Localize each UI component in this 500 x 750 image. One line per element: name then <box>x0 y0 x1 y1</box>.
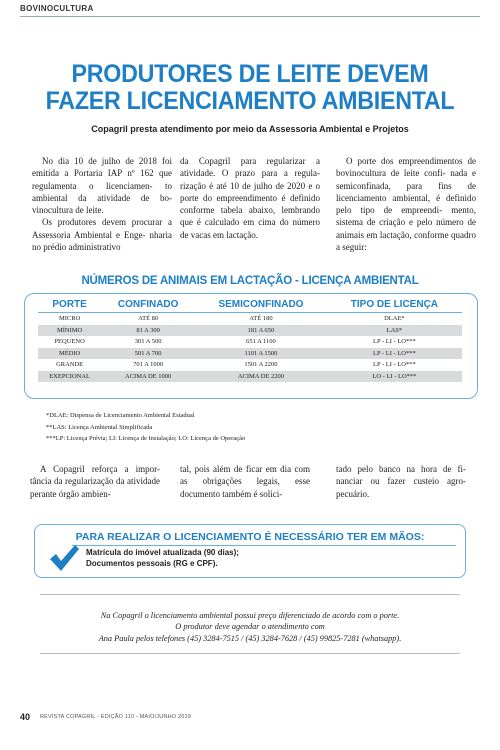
section-label: BOVINOCULTURA <box>20 4 94 13</box>
table-cell: LP - LI - LO*** <box>327 348 462 360</box>
text-line: tância da regularização da <box>30 476 125 487</box>
text-line: da Copagril para regularizar a <box>180 156 320 166</box>
column-header-tipo-licenca: TIPO DE LICENÇA <box>327 299 462 313</box>
column-header-confinado: CONFINADO <box>101 299 195 313</box>
table-cell: 181 A 650 <box>195 325 327 337</box>
text-line: rização é até 10 de julho de 2020 <box>180 180 306 191</box>
text-line: número de animais em lactação, <box>336 217 476 240</box>
table-cell: LP - LI - LO*** <box>373 338 416 346</box>
requirement-item: Documentos pessoais (RG e CPF). <box>86 559 218 568</box>
requirements-title: PARA REALIZAR O LICENCIAMENTO É NECESSÁRIO TER EM MÃOS: <box>75 531 425 543</box>
text-line: com as obrigações legais, esse <box>180 464 310 487</box>
section-divider <box>20 16 480 17</box>
text-line: atividade. O prazo para a regula- <box>180 168 320 179</box>
text-line: definido pelo tipo de empreendi- <box>336 192 476 216</box>
body-column-3 <box>336 463 466 500</box>
table-row <box>38 325 462 337</box>
license-table <box>38 299 462 382</box>
table-cell: LO - LI - LO*** <box>327 371 462 383</box>
text-line: definido conforme tabela abaixo, <box>180 192 321 216</box>
footer-line: Na Copagril o licenciamento ambiental possui preço diferenciado de acordo com o porte. <box>100 611 400 620</box>
text-line: A Copagril reforça a impor- <box>40 464 160 474</box>
footnote: ***LP: Licença Prévia; LI: Licença de Instalação; LO: Licença de Operação <box>46 435 246 442</box>
table-cell: 1501 A 2200 <box>244 361 278 369</box>
table-row <box>38 371 462 383</box>
intro-paragraph-3 <box>180 155 320 241</box>
intro-paragraph-1 <box>32 155 172 216</box>
text-line: nharia no prédio administrativo <box>32 229 173 253</box>
body-paragraph-3 <box>336 463 466 500</box>
text-line: tal, pois além de ficar em dia <box>180 464 292 474</box>
text-line: e o porte do empreendimento é <box>180 180 320 203</box>
table-cell: 501 A 700 <box>101 348 195 360</box>
text-line: atividade perante órgão ambien- <box>30 476 160 499</box>
requirements-divider <box>72 545 456 546</box>
publication-info: REVISTA COPAGRIL - EDIÇÃO 110 - MAIO/JUNHO 2019 <box>40 714 192 720</box>
text-line: emitida a Portaria IAP nº 162 <box>32 168 154 179</box>
table-row <box>38 359 462 371</box>
intro-column-3 <box>336 155 476 253</box>
text-line: mento, sistema de criação e pelo <box>336 205 476 228</box>
table-row <box>38 336 462 348</box>
headline-line-1: PRODUTORES DE LEITE DEVEM <box>71 60 429 88</box>
text-line: vinocultura de leite. <box>32 205 104 216</box>
table-header-row <box>38 299 462 313</box>
body-paragraph-1 <box>30 463 160 500</box>
requirement-item: Matrícula do imóvel atualizada (90 dias); <box>86 548 239 557</box>
footer-line: O produtor deve agendar o atendimento com <box>175 622 325 631</box>
headline-line-2: FAZER LICENCIAMENTO AMBIENTAL <box>45 87 455 115</box>
table-cell: LAS* <box>327 325 462 337</box>
table-cell: MÍNIMO <box>38 325 101 337</box>
text-line: O porte dos empreendimentos <box>346 156 463 166</box>
page-number: 40 <box>20 712 31 722</box>
table-cell: ATÉ 80 <box>138 315 159 323</box>
table-cell: ATÉ 180 <box>249 315 273 323</box>
body-paragraph-2 <box>180 463 310 500</box>
text-line: conforme quadro a seguir: <box>336 229 477 253</box>
text-line: nada e semiconfinada, para fins <box>336 168 477 191</box>
subheadline: Copagril presta atendimento por meio da Assessoria Ambiental e Projetos <box>91 124 409 134</box>
table-cell: 81 A 300 <box>101 325 195 337</box>
intro-paragraph-4 <box>336 155 476 253</box>
table-cell: ACIMA DE 1000 <box>101 371 195 383</box>
text-line: a Assessoria Ambiental e Enge- <box>32 217 173 240</box>
text-line: que regulamenta o licenciamen- <box>32 168 173 191</box>
text-line: de bovinocultura de leite confi- <box>336 156 477 179</box>
intro-paragraph-2 <box>32 216 172 253</box>
table-cell: 1101 A 1500 <box>195 348 327 360</box>
intro-column-1 <box>32 155 172 253</box>
text-line: Os produtores devem procurar <box>42 217 163 228</box>
table-row <box>38 348 462 360</box>
text-line: lactação. <box>226 229 258 240</box>
table-cell: 301 A 500 <box>134 338 162 346</box>
table-heading: NÚMEROS DE ANIMAIS EM LACTAÇÃO - LICENÇA AMBIENTAL <box>81 275 419 287</box>
check-icon <box>48 543 80 573</box>
table-cell: ACIMA DE 2200 <box>195 371 327 383</box>
table-cell: DLAE* <box>384 315 405 323</box>
table-cell: 651 A 1100 <box>246 338 276 346</box>
table-cell: MÉDIO <box>38 348 101 360</box>
footer-divider-bottom <box>40 653 460 654</box>
text-line: tado pelo banco na hora de fi- <box>336 464 466 474</box>
text-line: documento também é solici- <box>180 488 283 499</box>
table-row <box>38 313 462 325</box>
footer-divider-top <box>40 594 460 595</box>
table-cell: LP - LI - LO*** <box>373 361 416 369</box>
body-column-1 <box>30 463 160 500</box>
table-cell: 701 A 1000 <box>133 361 164 369</box>
text-line: to ambiental da atividade de bo- <box>32 180 173 203</box>
footnote: *DLAE: Dispensa de Licenciamento Ambiental Estadual <box>46 412 195 419</box>
body-column-2 <box>180 463 310 500</box>
text-line: lembrando que é calculado em <box>180 205 321 228</box>
footer-line: Ana Paula pelos telefones (45) 3284-7515 / (45) 3284-7628 / (45) 99825-7281 (whatsapp). <box>98 634 402 643</box>
text-line: cima do número de vacas em <box>180 217 321 240</box>
footnote: **LAS: Licença Ambiental Simplificada <box>46 423 153 431</box>
column-header-porte: PORTE <box>38 299 101 313</box>
table-footnotes <box>46 410 245 445</box>
table-cell: EXEPCIONAL <box>38 371 101 383</box>
column-header-semiconfinado: SEMICONFINADO <box>195 299 327 313</box>
text-line: de licenciamento ambiental, é <box>336 180 477 203</box>
text-line: No dia 10 de julho de 2018 foi <box>42 156 172 166</box>
intro-column-2 <box>180 155 320 241</box>
text-line: nanciar ou fazer custeio agro- <box>336 476 466 487</box>
text-line: pecuário. <box>336 488 370 499</box>
table-cell: PEQUENO <box>54 338 85 346</box>
table-cell: GRANDE <box>56 361 84 369</box>
table-cell: MICRO <box>58 315 81 323</box>
